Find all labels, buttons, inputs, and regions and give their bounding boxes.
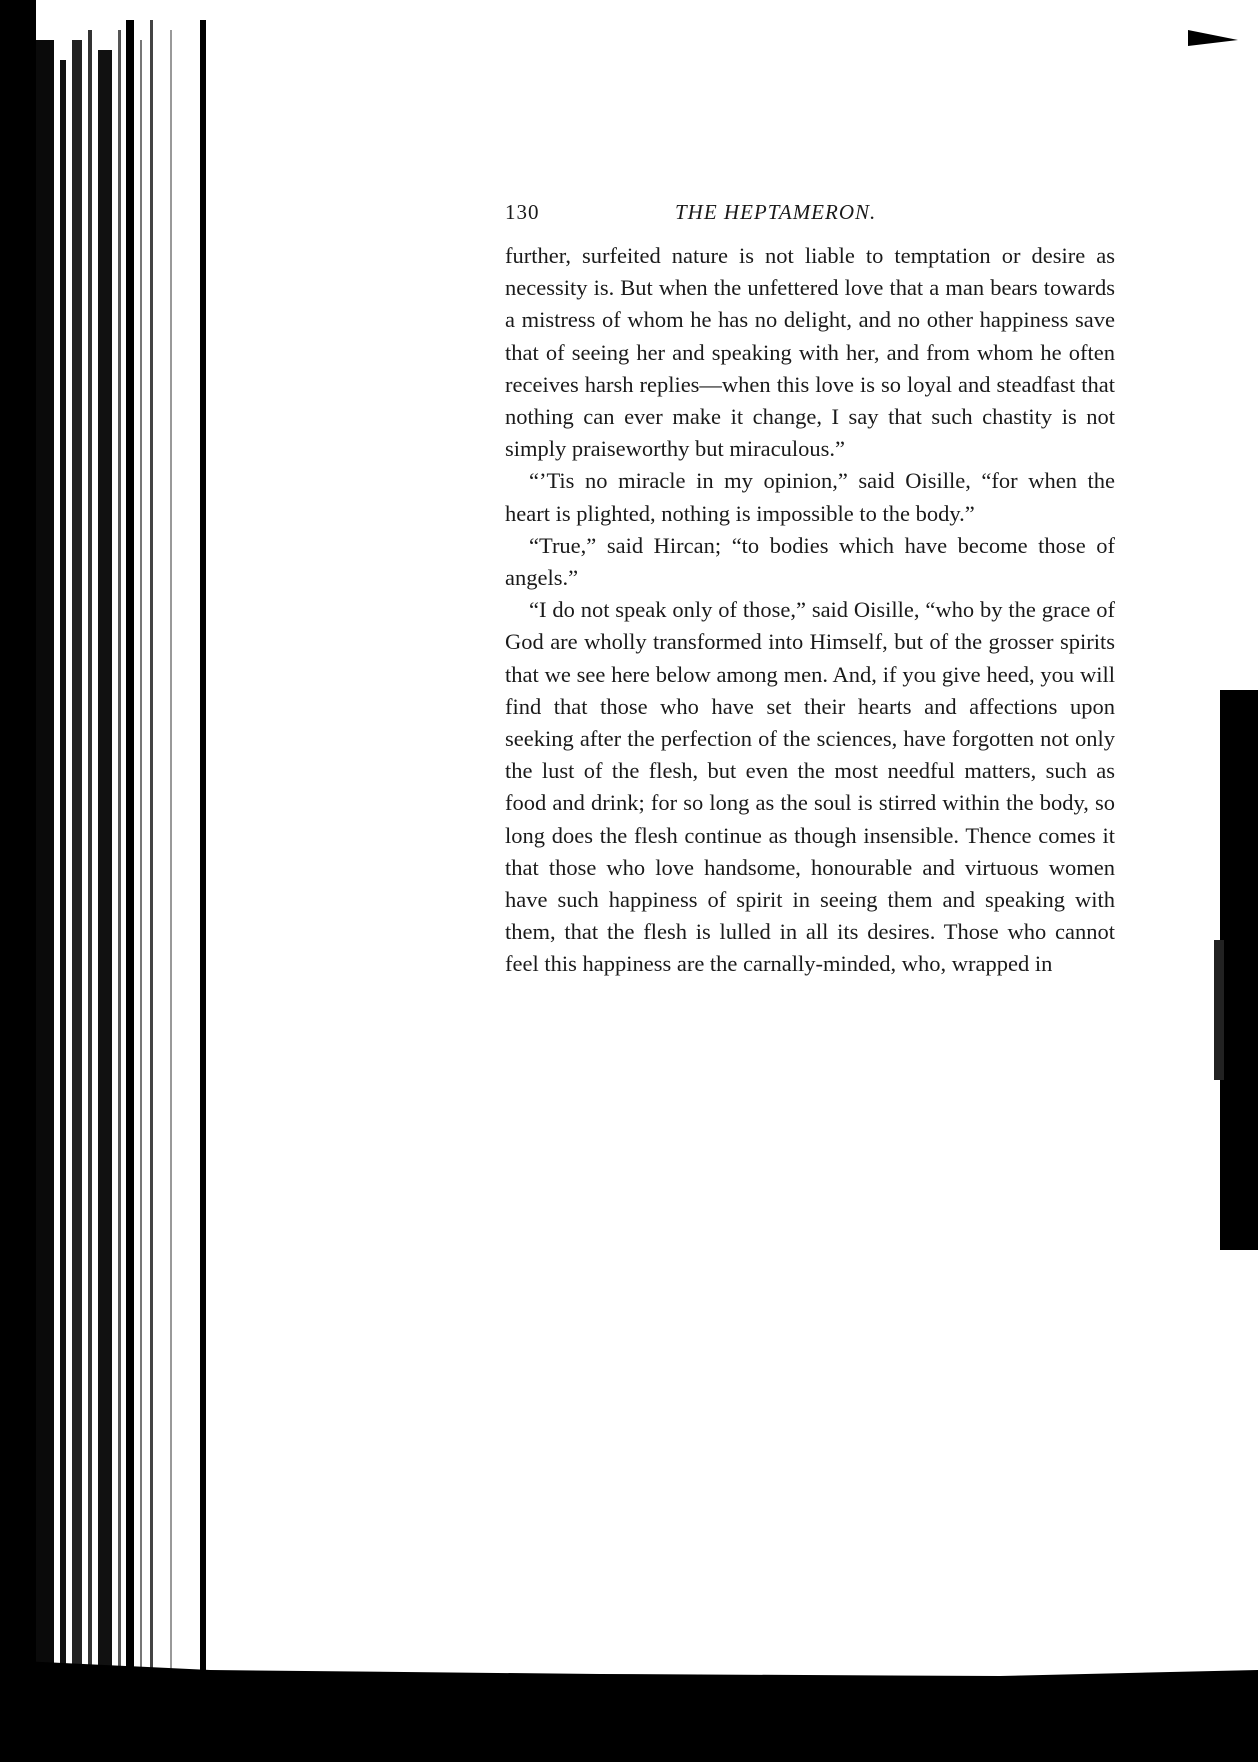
running-head [505, 200, 1115, 240]
body-text [505, 240, 1115, 981]
book-gutter-shadow [0, 0, 210, 1762]
book-page [505, 200, 1115, 981]
bottom-scan-shadow [0, 1640, 1258, 1762]
running-title: THE HEPTAMERON. [675, 200, 877, 224]
page-number: 130 [505, 200, 540, 224]
paragraph: “’Tis no miracle in my opinion,” said Oisille, “for when the heart is plighted, nothing is impossible to the body.” [505, 468, 1115, 526]
paragraph: further, surfeited nature is not liable to temptation or desire as necessity is. But when the unfettered love that a man bears towards a mistress of whom he has no delight, and no other happiness save that of seeing her and speaking with her, and from whom he often receives harsh replies—when this love is so loyal and steadfast that nothing can ever make it change, I say that such chastity is not simply praiseworthy but miraculous.” [505, 243, 1115, 462]
right-edge-shadow [1178, 0, 1258, 1762]
paragraph: “I do not speak only of those,” said Oisille, “who by the grace of God are wholly transformed into Himself, but of the grosser spirits that we see here below among men. And, if you give heed, you will find that those who have set their hearts and affections upon seeking after the perfection of the sciences, have forgotten not only the lust of the flesh, but even the most needful matters, such as food and drink; for so long as the soul is stirred within the body, so long does the flesh continue as though insensible. Thence comes it that those who love handsome, honourable and virtuous women have such happiness of spirit in seeing them and speaking with them, that the flesh is lulled in all its desires. Those who cannot feel this happiness are the carnally-minded, who, wrapped in [505, 597, 1115, 977]
paragraph: “True,” said Hircan; “to bodies which have become those of angels.” [505, 532, 1115, 591]
